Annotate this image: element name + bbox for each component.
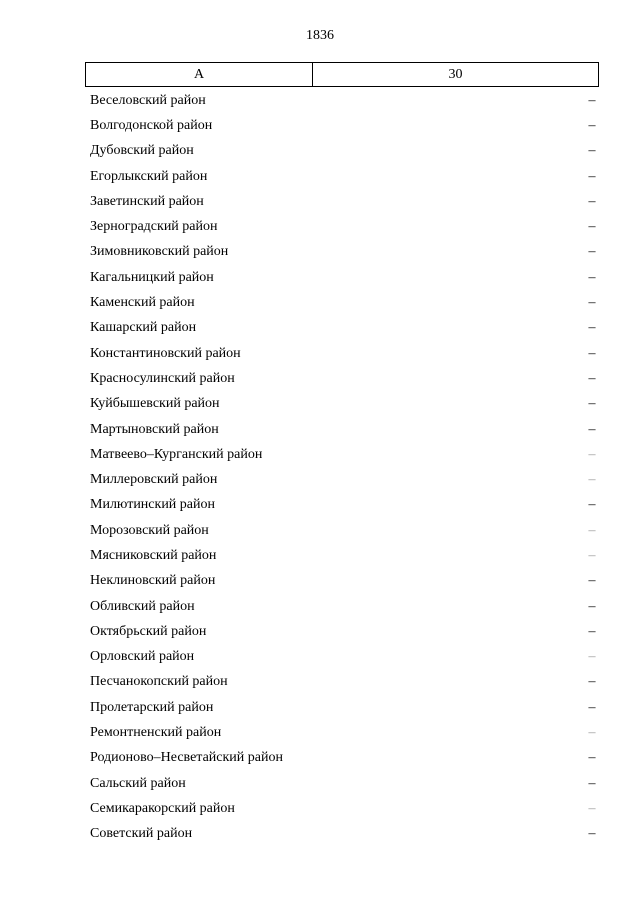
district-value: – [588,421,596,437]
district-name: Егорлыкский район [90,168,208,184]
district-name: Обливский район [90,598,195,614]
table-row [90,796,598,821]
district-value: – [588,725,596,741]
table-row [90,417,598,442]
district-value: – [588,320,596,336]
district-name: Пролетарский район [90,699,214,715]
district-value: – [588,573,596,589]
district-name: Миллеровский район [90,472,218,488]
district-name: Красносулинский район [90,370,235,386]
district-value: – [588,699,596,715]
district-value: – [588,244,596,260]
district-value: – [588,522,596,538]
table-row [90,493,598,518]
district-name: Мартыновский район [90,421,219,437]
district-name: Сальский район [90,775,186,791]
district-name: Кашарский район [90,320,197,336]
district-value: – [588,446,596,462]
district-list [90,88,598,847]
district-name: Волгодонской район [90,117,213,133]
district-value: – [588,396,596,412]
district-value: – [588,497,596,513]
district-name: Константиновский район [90,345,241,361]
district-value: – [588,219,596,235]
district-name: Дубовский район [90,143,194,159]
table-row [90,746,598,771]
district-value: – [588,623,596,639]
district-name: Матвеево–Курганский район [90,446,263,462]
table-row [90,366,598,391]
table-row [90,619,598,644]
district-value: – [588,826,596,842]
table-row [90,594,598,619]
district-name: Родионово–Несветайский район [90,750,283,766]
district-name: Милютинский район [90,497,216,513]
district-value: – [588,800,596,816]
district-value: – [588,598,596,614]
district-name: Зерноградский район [90,219,218,235]
district-value: – [588,295,596,311]
table-row [90,670,598,695]
table-row [90,240,598,265]
district-name: Кагальницкий район [90,269,214,285]
table-row [90,88,598,113]
district-name: Куйбышевский район [90,396,220,412]
district-name: Ремонтненский район [90,725,222,741]
district-value: – [588,345,596,361]
table-row [90,113,598,138]
district-value: – [588,649,596,665]
table-row [90,822,598,847]
table-row [90,543,598,568]
district-value: – [588,193,596,209]
district-value: – [588,472,596,488]
district-name: Советский район [90,826,193,842]
district-value: – [588,750,596,766]
district-value: – [588,674,596,690]
district-value: – [588,92,596,108]
table-row [90,442,598,467]
table-row [90,290,598,315]
table-row [90,645,598,670]
district-name: Октябрьский район [90,623,207,639]
district-name: Зимовниковский район [90,244,229,260]
district-name: Орловский район [90,649,195,665]
district-name: Мясниковский район [90,547,217,563]
district-name: Веселовский район [90,92,206,108]
page-number: 1836 [306,28,334,43]
district-value: – [588,547,596,563]
district-value: – [588,168,596,184]
table-row [90,341,598,366]
header-column-30: 30 [448,66,463,82]
district-name: Каменский район [90,295,195,311]
table-row [90,695,598,720]
district-value: – [588,269,596,285]
district-value: – [588,370,596,386]
district-name: Заветинский район [90,193,204,209]
table-row [90,392,598,417]
header-column-a: А [86,63,313,86]
table-row [90,214,598,239]
table-row [90,139,598,164]
table-row [90,316,598,341]
district-name: Песчанокопский район [90,674,228,690]
table-header [85,62,599,87]
district-value: – [588,775,596,791]
table-row [90,720,598,745]
table-row [90,771,598,796]
table-row [90,164,598,189]
district-name: Неклиновский район [90,573,216,589]
table-row [90,265,598,290]
district-name: Семикаракорский район [90,800,235,816]
table-row [90,467,598,492]
table-row [90,518,598,543]
district-value: – [588,117,596,133]
table-row [90,189,598,214]
table-row [90,569,598,594]
district-name: Морозовский район [90,522,209,538]
district-value: – [588,143,596,159]
